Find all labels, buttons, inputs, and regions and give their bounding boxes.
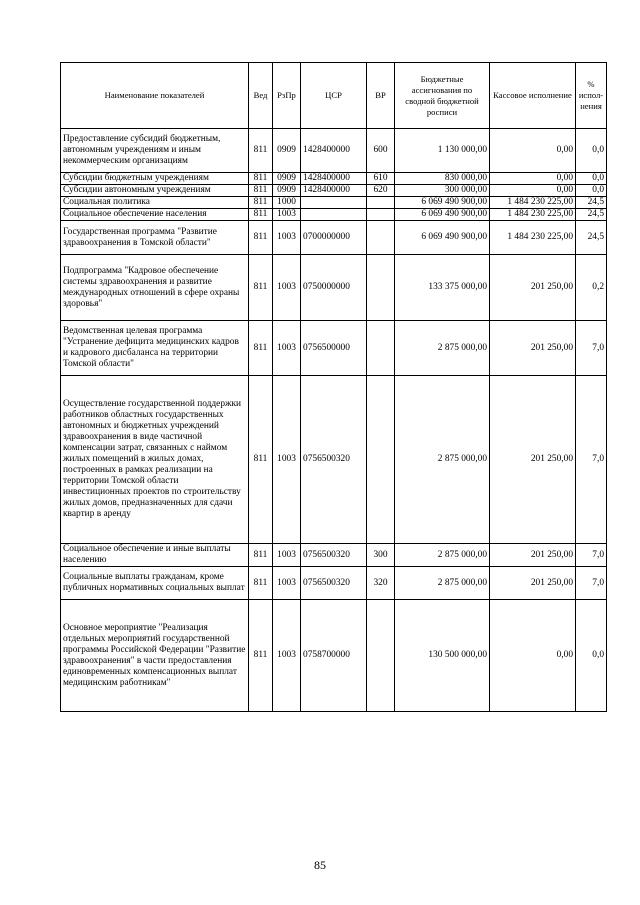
row-ved: 811 (249, 173, 273, 185)
row-csr: 1428400000 (301, 173, 367, 185)
row-pct: 7,0 (576, 321, 607, 376)
row-name: Предоставление субсидий бюджетным, автономным учреждениям и иным некоммерческим организациям (61, 129, 249, 173)
row-vr (367, 376, 395, 544)
row-cash: 0,00 (490, 129, 576, 173)
table-row (61, 221, 607, 255)
row-name: Государственная программа "Развитие здравоохранения в Томской области" (61, 221, 249, 255)
header-ved: Вед (249, 63, 273, 129)
row-csr: 0756500320 (301, 567, 367, 600)
table-row (61, 197, 607, 209)
row-vr: 320 (367, 567, 395, 600)
row-cash: 1 484 230 225,00 (490, 221, 576, 255)
row-csr (301, 209, 367, 221)
table-header-row (61, 63, 607, 129)
row-rzpr: 1003 (273, 376, 301, 544)
row-rzpr: 1003 (273, 255, 301, 321)
row-cash: 0,00 (490, 173, 576, 185)
row-ved: 811 (249, 129, 273, 173)
row-vr (367, 221, 395, 255)
row-pct: 24,5 (576, 197, 607, 209)
row-vr (367, 600, 395, 712)
row-vr: 600 (367, 129, 395, 173)
row-pct: 24,5 (576, 209, 607, 221)
row-rzpr: 1000 (273, 197, 301, 209)
row-rzpr: 0909 (273, 129, 301, 173)
table-row (61, 321, 607, 376)
row-csr: 0756500320 (301, 376, 367, 544)
row-csr (301, 197, 367, 209)
header-csr: ЦСР (301, 63, 367, 129)
row-name: Социальное обеспечение и иные выплаты населению (61, 544, 249, 567)
table-row (61, 376, 607, 544)
row-pct: 0,0 (576, 129, 607, 173)
row-cash: 1 484 230 225,00 (490, 209, 576, 221)
table-row (61, 544, 607, 567)
row-csr: 1428400000 (301, 129, 367, 173)
row-cash: 1 484 230 225,00 (490, 197, 576, 209)
row-pct: 0,0 (576, 185, 607, 197)
row-name: Субсидии автономным учреждениям (61, 185, 249, 197)
row-ved: 811 (249, 221, 273, 255)
row-csr: 0758700000 (301, 600, 367, 712)
row-ved: 811 (249, 209, 273, 221)
row-vr (367, 209, 395, 221)
row-pct: 7,0 (576, 567, 607, 600)
header-name: Наименование показателей (61, 63, 249, 129)
row-budget: 2 875 000,00 (395, 321, 490, 376)
row-rzpr: 1003 (273, 221, 301, 255)
table-row (61, 173, 607, 185)
row-budget: 1 130 000,00 (395, 129, 490, 173)
row-budget: 133 375 000,00 (395, 255, 490, 321)
header-vr: ВР (367, 63, 395, 129)
row-ved: 811 (249, 376, 273, 544)
table-row (61, 600, 607, 712)
header-budget: Бюджетные ассигнования по сводной бюджетной росписи (395, 63, 490, 129)
row-cash: 201 250,00 (490, 376, 576, 544)
row-ved: 811 (249, 255, 273, 321)
header-cash: Кассовое исполнение (490, 63, 576, 129)
row-name: Осуществление государственной поддержки работников областных государственных автономных и бюджетных учреждений здравоохранения в виде частичной компенсации затрат, связанных с наймом жилых помещений в жилых домах, построенных в рамках реализации на территории Томской области инвестиционных проектов по строительству жилых домов, предназначенных для сдачи квартир в аренду (61, 376, 249, 544)
row-ved: 811 (249, 197, 273, 209)
row-cash: 0,00 (490, 185, 576, 197)
row-cash: 201 250,00 (490, 321, 576, 376)
row-pct: 0,0 (576, 600, 607, 712)
row-budget: 2 875 000,00 (395, 567, 490, 600)
row-name: Основное мероприятие "Реализация отдельных мероприятий государственной программы Российской Федерации "Развитие здравоохранения" в части предоставления единовременных компенсационных выплат медицинским работникам" (61, 600, 249, 712)
row-budget: 2 875 000,00 (395, 376, 490, 544)
row-name: Ведомственная целевая программа "Устранение дефицита медицинских кадров и кадрового дисбаланса на территории Томской области" (61, 321, 249, 376)
row-pct: 0,0 (576, 173, 607, 185)
row-csr: 0756500000 (301, 321, 367, 376)
row-ved: 811 (249, 185, 273, 197)
row-cash: 0,00 (490, 600, 576, 712)
row-ved: 811 (249, 600, 273, 712)
row-vr (367, 197, 395, 209)
table-row (61, 567, 607, 600)
row-name: Социальные выплаты гражданам, кроме публичных нормативных социальных выплат (61, 567, 249, 600)
row-vr (367, 321, 395, 376)
row-csr: 0750000000 (301, 255, 367, 321)
row-budget: 6 069 490 900,00 (395, 209, 490, 221)
budget-table (60, 62, 607, 712)
row-budget: 300 000,00 (395, 185, 490, 197)
row-name: Субсидии бюджетным учреждениям (61, 173, 249, 185)
row-ved: 811 (249, 544, 273, 567)
row-csr: 0756500320 (301, 544, 367, 567)
row-name: Социальное обеспечение населения (61, 209, 249, 221)
row-budget: 6 069 490 900,00 (395, 221, 490, 255)
row-rzpr: 1003 (273, 544, 301, 567)
row-vr: 620 (367, 185, 395, 197)
row-csr: 0700000000 (301, 221, 367, 255)
table-row (61, 185, 607, 197)
row-vr: 300 (367, 544, 395, 567)
row-pct: 0,2 (576, 255, 607, 321)
row-rzpr: 0909 (273, 173, 301, 185)
table-row (61, 209, 607, 221)
row-vr (367, 255, 395, 321)
row-budget: 830 000,00 (395, 173, 490, 185)
row-pct: 24,5 (576, 221, 607, 255)
page-number: 85 (314, 858, 326, 872)
row-name: Подпрограмма "Кадровое обеспечение системы здравоохранения и развитие международных отношений в сфере охраны здоровья" (61, 255, 249, 321)
row-ved: 811 (249, 567, 273, 600)
row-pct: 7,0 (576, 376, 607, 544)
row-budget: 130 500 000,00 (395, 600, 490, 712)
header-rzpr: РзПр (273, 63, 301, 129)
row-budget: 2 875 000,00 (395, 544, 490, 567)
row-cash: 201 250,00 (490, 255, 576, 321)
row-rzpr: 0909 (273, 185, 301, 197)
row-ved: 811 (249, 321, 273, 376)
row-pct: 7,0 (576, 544, 607, 567)
header-pct: % испол-нения (576, 63, 607, 129)
row-name: Социальная политика (61, 197, 249, 209)
row-cash: 201 250,00 (490, 544, 576, 567)
row-rzpr: 1003 (273, 567, 301, 600)
row-rzpr: 1003 (273, 321, 301, 376)
row-cash: 201 250,00 (490, 567, 576, 600)
row-vr: 610 (367, 173, 395, 185)
row-csr: 1428400000 (301, 185, 367, 197)
row-budget: 6 069 490 900,00 (395, 197, 490, 209)
table-row (61, 129, 607, 173)
row-rzpr: 1003 (273, 209, 301, 221)
table-row (61, 255, 607, 321)
row-rzpr: 1003 (273, 600, 301, 712)
